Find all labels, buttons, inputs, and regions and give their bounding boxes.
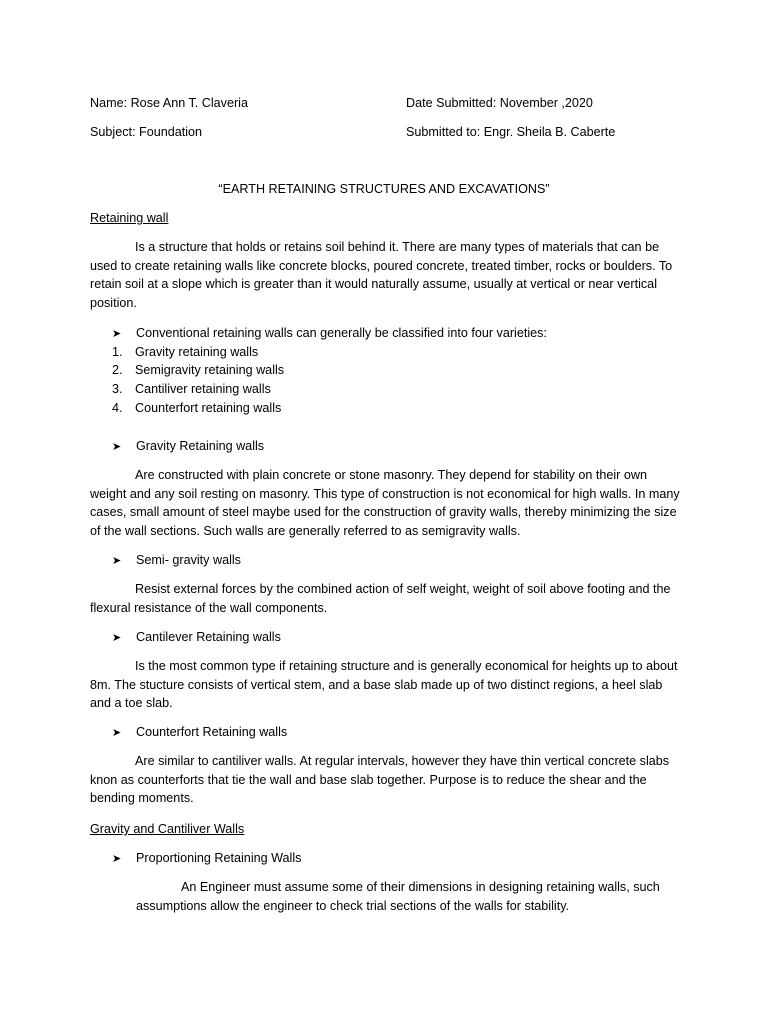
- bullet-item: [112, 551, 241, 571]
- paragraph-semi-gravity: Resist external forces by the combined action of self weight, weight of soil above footing and the flexural resistance of the wall components.: [90, 582, 671, 615]
- bullet-text: Conventional retaining walls can generally be classified into four varieties:: [136, 326, 547, 340]
- date-submitted: Date Submitted: November ,2020: [406, 96, 593, 110]
- submitted-to: Submitted to: Engr. Sheila B. Caberte: [406, 125, 616, 139]
- arrowhead-bullet-icon: ➤: [112, 441, 122, 453]
- list-item: 2. Semigravity retaining walls: [112, 363, 285, 377]
- arrowhead-bullet-icon: ➤: [112, 328, 122, 340]
- bullet-item: [112, 723, 287, 743]
- arrowhead-bullet-icon: ➤: [112, 727, 122, 739]
- paragraph-gravity: Are constructed with plain concrete or stone masonry. They depend for stability on their own weight and any soil resting on masonry. This type of construction is not economical for high walls. In many cases, small amount of steel maybe used for the construction of gravity walls, thereby minimizing the size of the wall sections. Such walls are generally referred to as semigravity walls.: [90, 468, 680, 538]
- bullet-text: Counterfort Retaining walls: [136, 725, 288, 739]
- list-item: 3. Cantiliver retaining walls: [112, 382, 271, 396]
- paragraph-retaining-wall: Is a structure that holds or retains soil behind it. There are many types of materials that can be used to create retaining walls like concrete blocks, poured concrete, treated timber, rocks or boulders. To retain soil at a slope which is greater than it would naturally assume, usually at vertical or near vertical position.: [90, 240, 673, 310]
- arrowhead-bullet-icon: ➤: [112, 853, 122, 865]
- paragraph-cantilever: Is the most common type if retaining structure and is generally economical for heights up to about 8m. The stucture consists of vertical stem, and a base slab made up of two distinct regions, a heel slab and a toe slab.: [90, 659, 678, 710]
- document-title: “EARTH RETAINING STRUCTURES AND EXCAVATIONS”: [218, 182, 550, 196]
- subject: Subject: Foundation: [90, 125, 203, 139]
- arrowhead-bullet-icon: ➤: [112, 555, 122, 567]
- section-heading-retaining-wall: Retaining wall: [90, 211, 169, 225]
- bullet-item: [112, 628, 281, 648]
- student-name: Name: Rose Ann T. Claveria: [90, 96, 248, 110]
- arrowhead-bullet-icon: ➤: [112, 632, 122, 644]
- paragraph-counterfort: Are similar to cantiliver walls. At regular intervals, however they have thin vertical concrete slabs knon as counterforts that tie the wall and base slab together. Purpose is to reduce the shear and the bending moments.: [90, 754, 670, 805]
- bullet-text: Cantilever Retaining walls: [136, 630, 281, 644]
- bullet-text: Gravity Retaining walls: [136, 439, 265, 453]
- section-heading-gravity-cantiliver: Gravity and Cantiliver Walls: [90, 822, 245, 836]
- bullet-item: [112, 849, 301, 869]
- paragraph-proportioning: An Engineer must assume some of their dimensions in designing retaining walls, such assumptions allow the engineer to check trial sections of the walls for stability.: [136, 880, 660, 913]
- list-item: 4. Counterfort retaining walls: [112, 401, 282, 415]
- bullet-item: [112, 324, 547, 344]
- bullet-text: Proportioning Retaining Walls: [136, 851, 302, 865]
- bullet-item: [112, 437, 264, 457]
- bullet-text: Semi- gravity walls: [136, 553, 241, 567]
- list-item: 1. Gravity retaining walls: [112, 345, 259, 359]
